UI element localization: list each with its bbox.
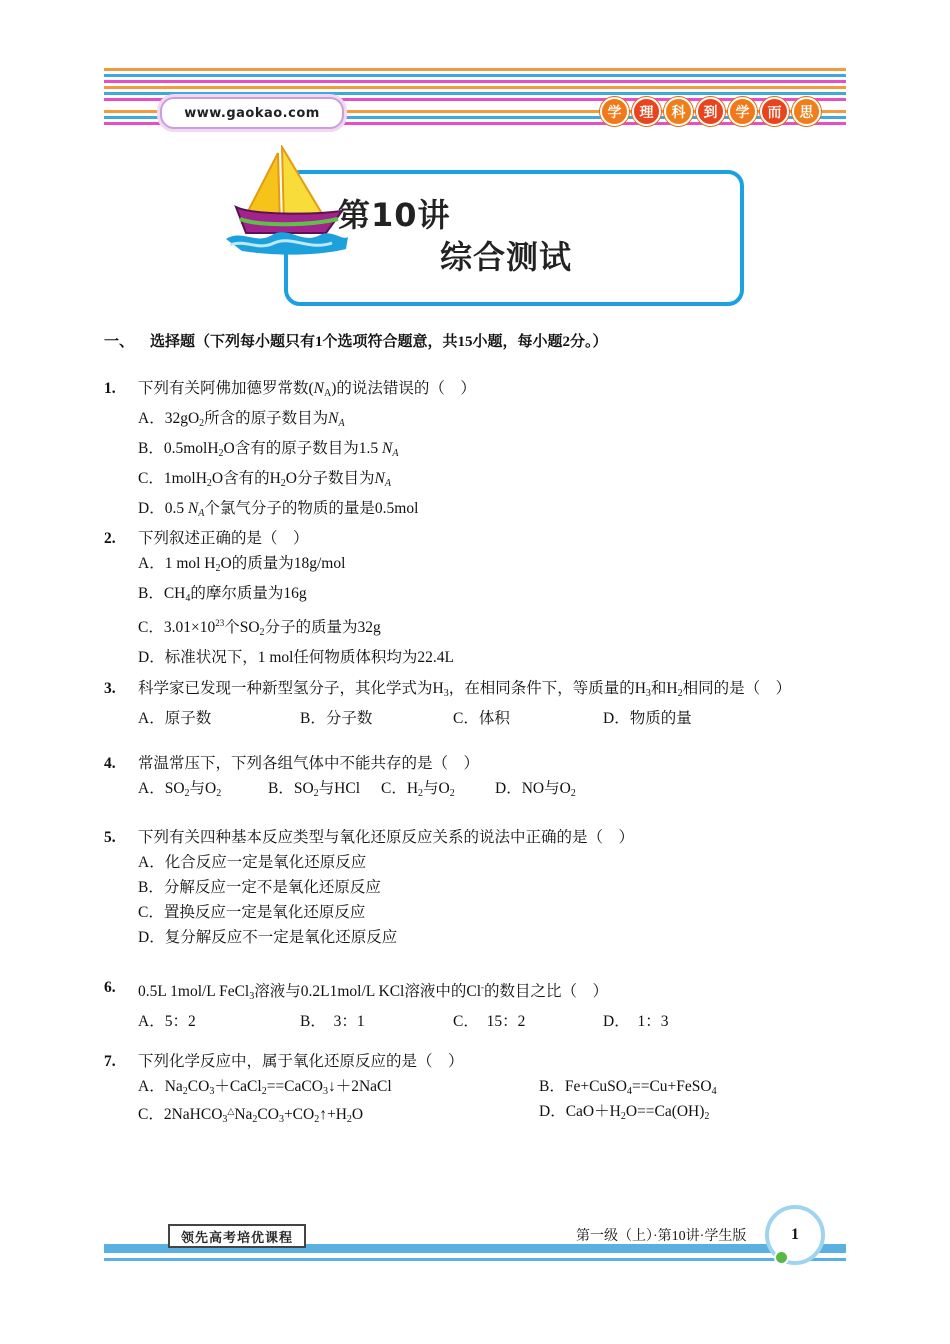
option-a[interactable]: A．1 mol $H_2O$的质量为18g/mol (138, 555, 346, 574)
question-number: 1. (104, 380, 116, 397)
question-number: 2. (104, 530, 116, 547)
motto-char: 学 (600, 97, 629, 126)
option-d[interactable]: D．0.5 $N_A$个氯气分子的物质的量是0.5mol (138, 500, 419, 519)
footer-brand: 领先高考培优课程 (168, 1224, 306, 1248)
option-c[interactable]: C．$3.01\times 10^{23}$个$SO_2$分子的质量为32g (138, 618, 381, 638)
option-b[interactable]: B．$SO_2$与HCl (268, 780, 360, 799)
option-a[interactable]: A．5：2 (138, 1013, 196, 1030)
motto-char: 到 (696, 97, 725, 126)
option-c[interactable]: C．$2NaHCO_3^\triangle Na_2CO_3+CO_2↑+H_2O$ (138, 1106, 364, 1125)
motto-char: 而 (760, 97, 789, 126)
site-url[interactable]: www.gaokao.com (160, 97, 344, 129)
option-d[interactable]: D．$CaO+H_2O==Ca(OH)_2$ (539, 1103, 710, 1122)
lesson-title: 综合测试 (440, 238, 573, 276)
motto-char: 思 (792, 97, 821, 126)
option-d[interactable]: D． 1：3 (603, 1013, 669, 1030)
option-b[interactable]: B． 3：1 (300, 1013, 365, 1030)
question-stem: 下列有关四种基本反应类型与氧化还原反应关系的说法中正确的是（ ） (138, 829, 635, 846)
question-stem: 0.5L 1mol/L FeCl$_3$溶液与0.2L1mol/L KCl溶液中的Cl-的数目之比（ ） (138, 982, 609, 1002)
section-heading (104, 330, 608, 351)
question-2 (104, 526, 846, 666)
motto-char: 理 (632, 97, 661, 126)
question-stem: 下列化学反应中，属于氧化还原反应的是（ ） (138, 1053, 464, 1070)
footer-info: 第一级（上）·第10讲·学生版 (576, 1229, 747, 1244)
option-d[interactable]: D．标准状况下，1 mol任何物质体积均为22.4L (138, 649, 455, 666)
question-5 (104, 825, 846, 955)
option-d[interactable]: D．物质的量 (603, 710, 692, 727)
option-d[interactable]: D．复分解反应不一定是氧化还原反应 (138, 929, 398, 946)
question-stem: 下列有关阿佛加德罗常数$(N_A)$的说法错误的（ ） (138, 380, 476, 399)
option-a[interactable]: A．$Na_2CO_3+CaCl_2==CaCO_3↓+2NaCl$ (138, 1078, 392, 1097)
option-c[interactable]: C．1molH$_2$O含有的$H_2O$分子数目为$N_A$ (138, 470, 391, 489)
motto-char: 科 (664, 97, 693, 126)
sailboat-icon (222, 145, 352, 260)
question-3 (104, 676, 846, 731)
lesson-number: 第10讲 (338, 196, 451, 234)
question-7 (104, 1049, 846, 1129)
question-number: 5. (104, 829, 116, 846)
option-b[interactable]: B．$CH_4$的摩尔质量为16g (138, 585, 307, 604)
question-stem: 常温常压下，下列各组气体中不能共存的是（ ） (138, 755, 480, 772)
page-dot-icon (774, 1250, 789, 1265)
option-d[interactable]: D．NO与$O_2$ (495, 780, 576, 799)
option-b[interactable]: B．0.5molH$_2$O含有的原子数目为1.5 $N_A$ (138, 440, 399, 459)
option-a[interactable]: A．化合反应一定是氧化还原反应 (138, 854, 367, 871)
footer-line (104, 1258, 846, 1261)
motto-char: 学 (728, 97, 757, 126)
option-b[interactable]: B．Fe+CuSO$_4$==Cu+FeSO$_4$ (539, 1078, 717, 1097)
section-number: 一、 (104, 334, 135, 350)
option-a[interactable]: A．原子数 (138, 710, 212, 727)
option-c[interactable]: C．$H_2$与$O_2$ (381, 780, 455, 799)
question-1 (104, 376, 846, 519)
option-c[interactable]: C．置换反应一定是氧化还原反应 (138, 904, 366, 921)
page-number: 1 (765, 1205, 825, 1265)
option-b[interactable]: B．分解反应一定不是氧化还原反应 (138, 879, 381, 896)
motto-badges (600, 97, 821, 126)
option-c[interactable]: C． 15：2 (453, 1013, 526, 1030)
section-text: 选择题（下列每小题只有1个选项符合题意，共15小题，每小题2分。） (150, 334, 608, 350)
question-4 (104, 751, 846, 806)
question-number: 3. (104, 680, 116, 697)
question-number: 6. (104, 979, 116, 996)
question-stem: 科学家已发现一种新型氢分子，其化学式为$H_3$，在相同条件下，等质量的$H_3$和$H_2$相同的是（ ） (138, 680, 792, 699)
question-number: 7. (104, 1053, 116, 1070)
option-a[interactable]: A．$32gO_2$所含的原子数目为$N_A$ (138, 410, 345, 429)
option-a[interactable]: A．$SO_2$与$O_2$ (138, 780, 222, 799)
option-c[interactable]: C．体积 (453, 710, 510, 727)
option-b[interactable]: B．分子数 (300, 710, 373, 727)
question-number: 4. (104, 755, 116, 772)
question-6 (104, 975, 846, 1030)
question-stem: 下列叙述正确的是（ ） (138, 530, 309, 547)
